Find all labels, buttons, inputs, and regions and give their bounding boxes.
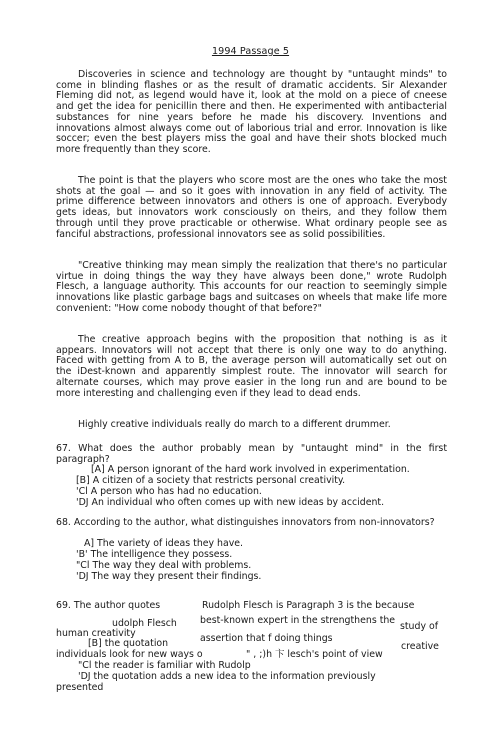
q69-fragment-10: individuals look for new ways o — [56, 649, 203, 660]
q69-fragment-5: study of — [400, 621, 439, 632]
question-68-stem: 68. According to the author, what distinguishes innovators from non-innovators? — [56, 517, 435, 528]
q69-fragment-4: best-known expert in the strengthens the — [200, 615, 396, 626]
paragraph-2: The point is that the players who score most are the ones who take the most shots at the goal — and so it goes with innovation in any field of activity. The prime difference between innovators and others is one of approach. Everybody gets ideas, but innovators work consciously on theirs, and they follow them through until they prove practicable or otherwise. What ordinary people see as fanciful abstractions, professional innovators see as solid possibilities. — [56, 175, 447, 240]
q68-option-c: "Cl The way they deal with problems. — [76, 560, 252, 571]
paragraph-5: Highly creative individuals really do march to a different drummer. — [78, 419, 391, 430]
paragraph-3: "Creative thinking may mean simply the realization that there's no particular virtue in doing things the way they have always been done," wrote Rudolph Flesch, a language authority. This accounts for our reaction to seemingly simple innovations like plastic garbage bags and suitcases on wheels that make life more convenient: "How come nobody thought of that before?" — [56, 260, 447, 314]
q68-option-d: 'DJ The way they present their findings. — [76, 571, 262, 582]
q67-option-b: [B] A citizen of a society that restricts personal creativity. — [76, 475, 346, 486]
q67-option-c: 'Cl A person who has had no education. — [76, 486, 262, 497]
q69-fragment-11: " , ;)h 卞 lesch's point of view — [246, 649, 383, 660]
q69-fragment-6: human creativity — [56, 628, 136, 639]
q69-fragment-3: udolph Flesch — [112, 618, 177, 629]
q69-fragment-8: assertion that f doing things — [200, 633, 333, 644]
question-67-stem: 67. What does the author probably mean by "untaught mind" in the first paragraph? — [56, 443, 447, 465]
q69-fragment-1: 69. The author quotes — [56, 600, 161, 611]
q67-option-d: 'DJ An individual who often comes up with new ideas by accident. — [76, 497, 385, 508]
q68-option-b: 'B' The intelligence they possess. — [76, 549, 233, 560]
passage-title: 1994 Passage 5 — [211, 46, 290, 57]
q69-option-c: "Cl the reader is familiar with Rudolp — [78, 660, 251, 671]
paragraph-1: Discoveries in science and technology are thought by "untaught minds" to come in blinding flashes or as the result of dramatic accidents. Sir Alexander Fleming did not, as legend would have it, look at the mold on a piece of cneese and get the idea for penicillin there and then. He experimented with antibacterial substances for nine years before he made his discovery. Inventions and innovations almost always come out of laborious trial and error. Innovation is like soccer; even the best players miss the goal and have their shots blocked much more frequently than they score. — [56, 69, 447, 155]
q69-fragment-9: creative — [401, 641, 439, 652]
q67-option-a: [A] A person ignorant of the hard work involved in experimentation. — [91, 464, 410, 475]
q69-option-d-continued: presented — [56, 682, 104, 693]
q69-fragment-2: Rudolph Flesch is Paragraph 3 is the because — [202, 600, 415, 611]
q68-option-a: A] The variety of ideas they have. — [84, 538, 244, 549]
paragraph-4: The creative approach begins with the proposition that nothing is as it appears. Innovators will not accept that there is only one way to do anything. Faced with getting from A to B, the average person will automatically set out on the iDest-known and apparently simplest route. The innovator will search for alternate courses, which may prove easier in the long run and are bound to be more interesting and challenging even if they lead to dead ends. — [56, 334, 447, 399]
q69-option-d: 'DJ the quotation adds a new idea to the information previously — [78, 671, 376, 682]
q69-fragment-7: [B] the quotation — [88, 638, 169, 649]
